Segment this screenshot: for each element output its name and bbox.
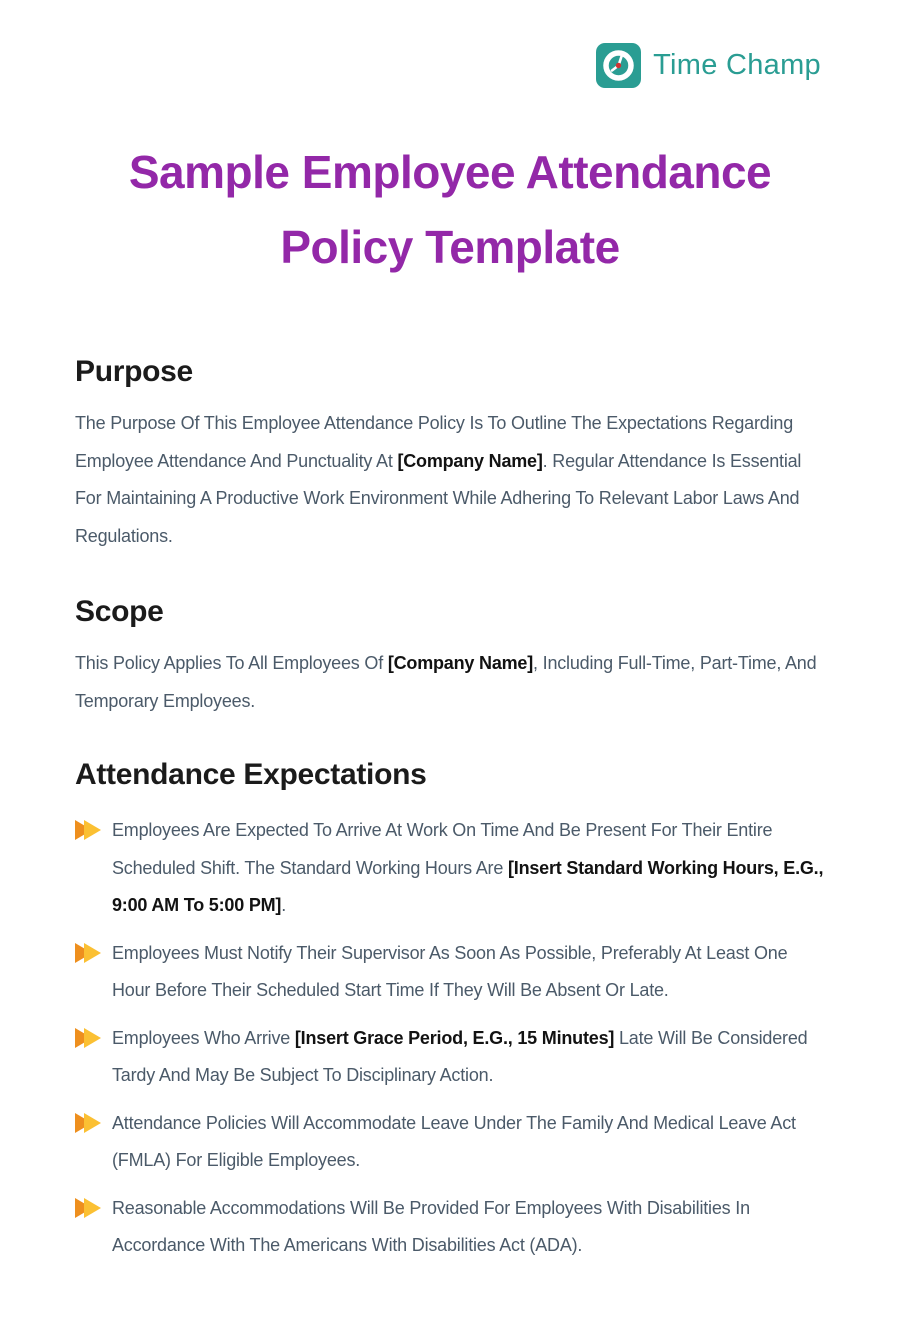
list-item <box>75 812 825 925</box>
text-segment: Employees Who Arrive <box>112 1027 295 1048</box>
list-item <box>75 1105 825 1180</box>
company-name-placeholder: [Company Name] <box>397 450 543 471</box>
time-champ-logo <box>596 43 821 88</box>
insert-placeholder: [Insert Standard Working Hours, E.G., 9:00 AM To 5:00 PM] <box>112 857 824 915</box>
section-scope <box>75 595 825 720</box>
bullet-text <box>112 1020 825 1095</box>
text-segment: Late Will Be Considered Tardy And May Be Subject To Disciplinary Action. <box>112 1027 808 1085</box>
text-segment: Employees Must Notify Their Supervisor As Soon As Possible, Preferably At Least One Hour Before Their Scheduled Start Time If They Will Be Absent Or Late. <box>112 942 788 1000</box>
attendance-bullet-list <box>75 812 825 1265</box>
bullet-text <box>112 935 825 1010</box>
double-chevron-icon <box>75 943 101 963</box>
section-attendance-expectations <box>75 758 825 1265</box>
bullet-text <box>112 1190 825 1265</box>
double-chevron-icon <box>75 1028 101 1048</box>
text-segment: The Purpose Of This Employee Attendance Policy Is To Outline The Expectations Regarding Employee Attendance And Punctuality At <box>75 413 794 471</box>
insert-placeholder: [Insert Grace Period, E.G., 15 Minutes] <box>294 1027 615 1048</box>
double-chevron-icon <box>75 820 101 840</box>
list-item <box>75 1190 825 1265</box>
text-segment: , Including Full-Time, Part-Time, And Temporary Employees. <box>75 653 817 711</box>
header <box>75 43 825 88</box>
section-purpose <box>75 355 825 555</box>
text-segment: This Policy Applies To All Employees Of <box>75 653 388 673</box>
company-name-placeholder: [Company Name] <box>387 653 534 673</box>
scope-heading: Scope <box>75 595 164 628</box>
scope-paragraph <box>75 645 825 720</box>
text-segment: Attendance Policies Will Accommodate Leave Under The Family And Medical Leave Act (FMLA) For Eligible Employees. <box>112 1112 796 1170</box>
double-chevron-icon <box>75 1113 101 1133</box>
attendance-heading: Attendance Expectations <box>75 758 427 791</box>
logo-text: Time Champ <box>653 49 821 81</box>
bullet-text <box>112 812 825 925</box>
clock-icon <box>596 43 641 88</box>
purpose-paragraph <box>75 405 825 555</box>
page-title: Sample Employee Attendance Policy Template <box>128 146 772 273</box>
list-item <box>75 935 825 1010</box>
double-chevron-icon <box>75 1198 101 1218</box>
text-segment: Employees Are Expected To Arrive At Work On Time And Be Present For Their Entire Scheduled Shift. The Standard Working Hours Are <box>112 820 773 878</box>
text-segment: Reasonable Accommodations Will Be Provided For Employees With Disabilities In Accordance With The Americans With Disabilities Act (ADA). <box>112 1197 750 1255</box>
text-segment: . Regular Attendance Is Essential For Maintaining A Productive Work Environment While Adhering To Relevant Labor Laws And Regulations. <box>75 450 802 546</box>
text-segment: . <box>281 895 287 915</box>
bullet-text <box>112 1105 825 1180</box>
list-item <box>75 1020 825 1095</box>
purpose-heading: Purpose <box>75 355 193 388</box>
